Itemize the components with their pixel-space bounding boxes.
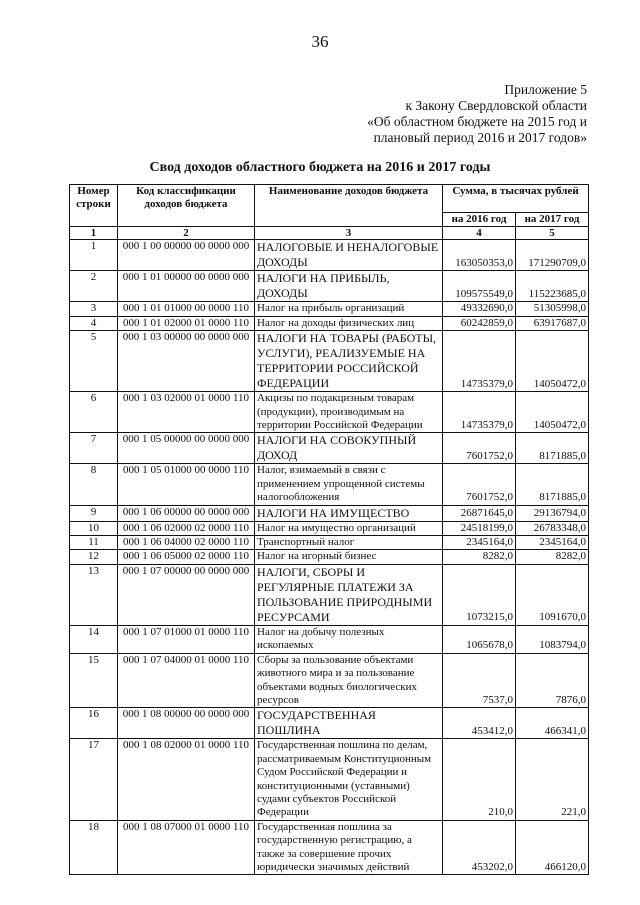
row-number-cell: 14 — [70, 625, 118, 653]
name-cell: ГОСУДАРСТВЕННАЯ ПОШЛИНА — [255, 708, 443, 739]
sum-2017-cell: 2345164,0 — [516, 536, 589, 550]
sum-2016-cell: 1065678,0 — [443, 625, 516, 653]
sum-2016-cell: 2345164,0 — [443, 536, 516, 550]
sum-2016-cell: 14735379,0 — [443, 331, 516, 392]
sum-2016-cell: 14735379,0 — [443, 392, 516, 433]
row-number-cell: 5 — [70, 331, 118, 392]
sum-2016-cell: 453412,0 — [443, 708, 516, 739]
name-cell: НАЛОГИ, СБОРЫ И РЕГУЛЯРНЫЕ ПЛАТЕЖИ ЗА ПОЛЬЗОВАНИЕ ПРИРОДНЫМИ РЕСУРСАМИ — [255, 564, 443, 625]
table-row — [70, 708, 589, 739]
column-index: 2 — [118, 227, 255, 240]
name-cell: Государственная пошлина за государственную регистрацию, а также за совершение прочих юридически значимых действий — [255, 820, 443, 875]
sum-2017-cell: 8282,0 — [516, 550, 589, 564]
name-cell: НАЛОГОВЫЕ И НЕНАЛОГОВЫЕ ДОХОДЫ — [255, 240, 443, 271]
name-cell: Сборы за пользование объектами животного мира и за пользование объектами водных биологических ресурсов — [255, 653, 443, 708]
name-cell: Налог на добычу полезных ископаемых — [255, 625, 443, 653]
code-cell: 000 1 01 00000 00 0000 000 — [118, 271, 255, 302]
code-cell: 000 1 06 02000 02 0000 110 — [118, 521, 255, 535]
name-cell: Налог на имущество организаций — [255, 521, 443, 535]
sum-2016-cell: 24518199,0 — [443, 521, 516, 535]
sum-2016-cell: 7537,0 — [443, 653, 516, 708]
header-sum: Сумма, в тысячах рублей — [443, 185, 589, 213]
appendix-block — [367, 82, 587, 146]
table-row — [70, 302, 589, 316]
header-row-number: Номер строки — [70, 185, 118, 227]
code-cell: 000 1 05 00000 00 0000 000 — [118, 433, 255, 464]
table-row — [70, 271, 589, 302]
row-number-cell: 13 — [70, 564, 118, 625]
header-code: Код классификации доходов бюджета — [118, 185, 255, 227]
appendix-line-4: плановый период 2016 и 2017 годов» — [373, 130, 587, 145]
document-title: Свод доходов областного бюджета на 2016 и 2017 годы — [149, 160, 491, 175]
table-row — [70, 653, 589, 708]
table-row — [70, 550, 589, 564]
sum-2016-cell: 1073215,0 — [443, 564, 516, 625]
row-number-cell: 1 — [70, 240, 118, 271]
column-index: 5 — [516, 227, 589, 240]
row-number-cell: 16 — [70, 708, 118, 739]
name-cell: Транспортный налог — [255, 536, 443, 550]
code-cell: 000 1 07 04000 01 0000 110 — [118, 653, 255, 708]
revenue-table — [69, 184, 589, 875]
appendix-line-1: Приложение 5 — [504, 82, 587, 97]
sum-2016-cell: 163050353,0 — [443, 240, 516, 271]
row-number-cell: 8 — [70, 464, 118, 505]
sum-2016-cell: 453202,0 — [443, 820, 516, 875]
table-row — [70, 536, 589, 550]
code-cell: 000 1 06 04000 02 0000 110 — [118, 536, 255, 550]
sum-2017-cell: 63917687,0 — [516, 316, 589, 330]
row-number-cell: 12 — [70, 550, 118, 564]
sum-2016-cell: 210,0 — [443, 739, 516, 820]
row-number-cell: 17 — [70, 739, 118, 820]
sum-2017-cell: 51305998,0 — [516, 302, 589, 316]
column-index: 4 — [443, 227, 516, 240]
appendix-line-3: «Об областном бюджете на 2015 год и — [367, 114, 587, 129]
table-row — [70, 392, 589, 433]
row-number-cell: 3 — [70, 302, 118, 316]
sum-2016-cell: 8282,0 — [443, 550, 516, 564]
row-number-cell: 2 — [70, 271, 118, 302]
row-number-cell: 11 — [70, 536, 118, 550]
row-number-cell: 6 — [70, 392, 118, 433]
sum-2017-cell: 171290709,0 — [516, 240, 589, 271]
code-cell: 000 1 03 00000 00 0000 000 — [118, 331, 255, 392]
sum-2017-cell: 14050472,0 — [516, 331, 589, 392]
sum-2017-cell: 466341,0 — [516, 708, 589, 739]
column-index: 3 — [255, 227, 443, 240]
code-cell: 000 1 01 01000 00 0000 110 — [118, 302, 255, 316]
table-row — [70, 316, 589, 330]
sum-2017-cell: 26783348,0 — [516, 521, 589, 535]
table-row — [70, 331, 589, 392]
column-index: 1 — [70, 227, 118, 240]
code-cell: 000 1 00 00000 00 0000 000 — [118, 240, 255, 271]
table-row — [70, 521, 589, 535]
column-index-row — [70, 227, 589, 240]
header-name: Наименование доходов бюджета — [255, 185, 443, 227]
name-cell: Государственная пошлина по делам, рассматриваемым Конституционным Судом Российской Федерации и конституционными (уставными) судами субъектов Российской Федерации — [255, 739, 443, 820]
row-number-cell: 4 — [70, 316, 118, 330]
row-number-cell: 15 — [70, 653, 118, 708]
table-row — [70, 505, 589, 521]
table-row — [70, 240, 589, 271]
code-cell: 000 1 05 01000 00 0000 110 — [118, 464, 255, 505]
name-cell: Акцизы по подакцизным товарам (продукции), производимым на территории Российской Федерации — [255, 392, 443, 433]
name-cell: Налог, взимаемый в связи с применением упрощенной системы налогообложения — [255, 464, 443, 505]
code-cell: 000 1 06 00000 00 0000 000 — [118, 505, 255, 521]
sum-2017-cell: 7876,0 — [516, 653, 589, 708]
code-cell: 000 1 07 00000 00 0000 000 — [118, 564, 255, 625]
code-cell: 000 1 08 07000 01 0000 110 — [118, 820, 255, 875]
code-cell: 000 1 08 00000 00 0000 000 — [118, 708, 255, 739]
name-cell: Налог на игорный бизнес — [255, 550, 443, 564]
sum-2016-cell: 26871645,0 — [443, 505, 516, 521]
name-cell: НАЛОГИ НА ПРИБЫЛЬ, ДОХОДЫ — [255, 271, 443, 302]
code-cell: 000 1 08 02000 01 0000 110 — [118, 739, 255, 820]
sum-2016-cell: 49332690,0 — [443, 302, 516, 316]
table-body — [70, 240, 589, 875]
sum-2017-cell: 8171885,0 — [516, 433, 589, 464]
sum-2017-cell: 29136794,0 — [516, 505, 589, 521]
table-row — [70, 564, 589, 625]
table-row — [70, 625, 589, 653]
sum-2017-cell: 1083794,0 — [516, 625, 589, 653]
code-cell: 000 1 07 01000 01 0000 110 — [118, 625, 255, 653]
sum-2016-cell: 60242859,0 — [443, 316, 516, 330]
sum-2017-cell: 466120,0 — [516, 820, 589, 875]
sum-2016-cell: 109575549,0 — [443, 271, 516, 302]
code-cell: 000 1 01 02000 01 0000 110 — [118, 316, 255, 330]
name-cell: НАЛОГИ НА СОВОКУПНЫЙ ДОХОД — [255, 433, 443, 464]
table-row — [70, 433, 589, 464]
header-year-2017: на 2017 год — [516, 213, 589, 227]
sum-2017-cell: 115223685,0 — [516, 271, 589, 302]
sum-2017-cell: 1091670,0 — [516, 564, 589, 625]
name-cell: НАЛОГИ НА ИМУЩЕСТВО — [255, 505, 443, 521]
name-cell: Налог на доходы физических лиц — [255, 316, 443, 330]
header-year-2016: на 2016 год — [443, 213, 516, 227]
row-number-cell: 10 — [70, 521, 118, 535]
table-row — [70, 464, 589, 505]
code-cell: 000 1 03 02000 01 0000 110 — [118, 392, 255, 433]
name-cell: Налог на прибыль организаций — [255, 302, 443, 316]
row-number-cell: 7 — [70, 433, 118, 464]
appendix-line-2: к Закону Свердловской области — [405, 98, 587, 113]
sum-2017-cell: 8171885,0 — [516, 464, 589, 505]
row-number-cell: 9 — [70, 505, 118, 521]
row-number-cell: 18 — [70, 820, 118, 875]
sum-2016-cell: 7601752,0 — [443, 464, 516, 505]
code-cell: 000 1 06 05000 02 0000 110 — [118, 550, 255, 564]
page-number: 36 — [311, 32, 329, 51]
name-cell: НАЛОГИ НА ТОВАРЫ (РАБОТЫ, УСЛУГИ), РЕАЛИЗУЕМЫЕ НА ТЕРРИТОРИИ РОССИЙСКОЙ ФЕДЕРАЦИИ — [255, 331, 443, 392]
table-row — [70, 820, 589, 875]
sum-2017-cell: 14050472,0 — [516, 392, 589, 433]
sum-2017-cell: 221,0 — [516, 739, 589, 820]
table-row — [70, 739, 589, 820]
sum-2016-cell: 7601752,0 — [443, 433, 516, 464]
